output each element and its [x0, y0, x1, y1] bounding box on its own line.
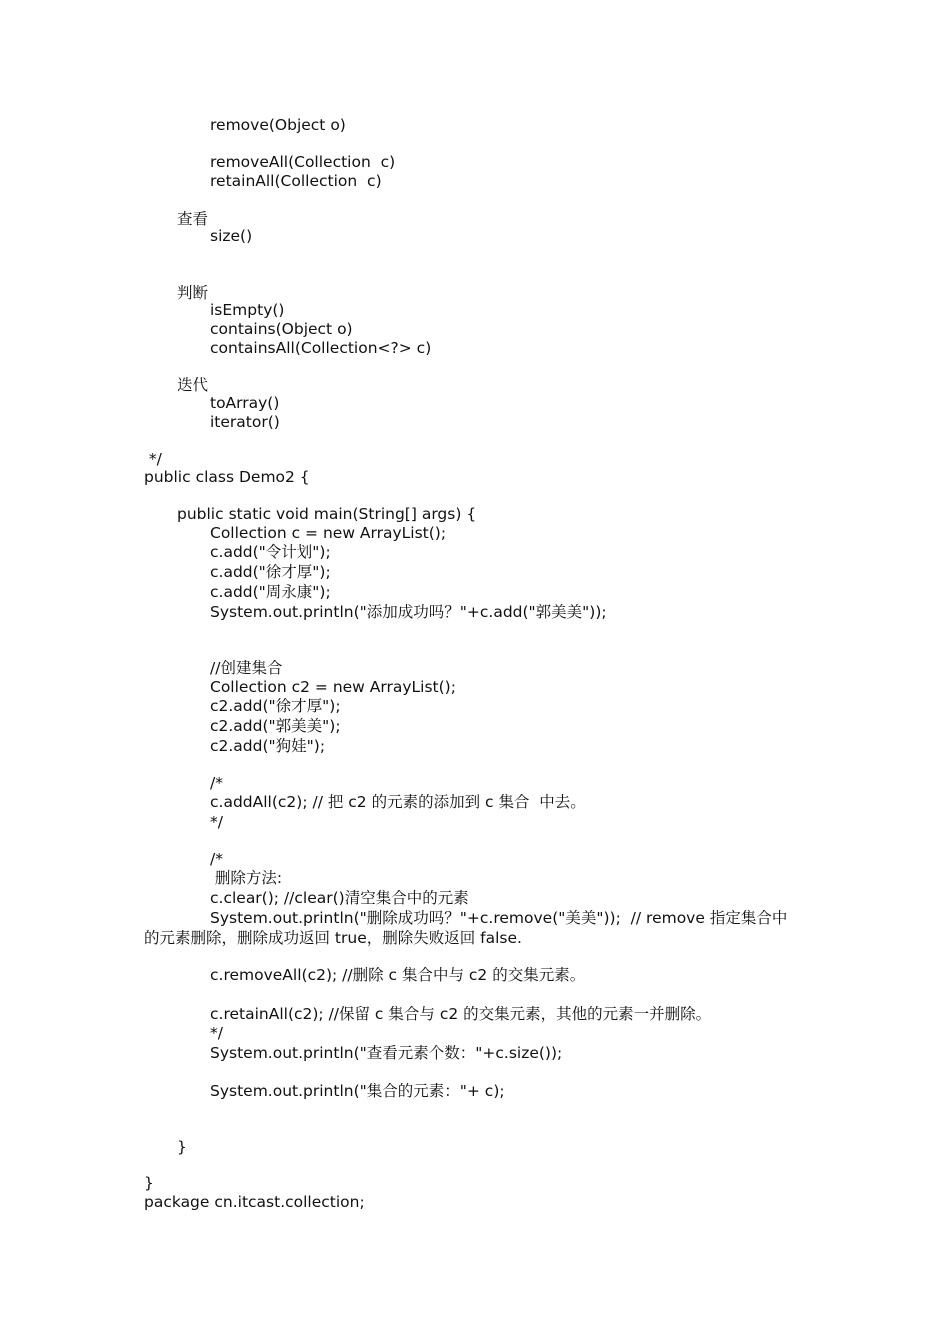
code-line: System.out.println("添加成功吗？"+c.add("郭美美")); — [210, 603, 607, 621]
code-line: size() — [210, 227, 253, 245]
code-comment: /* — [210, 850, 223, 868]
code-line: c.add("徐才厚"); — [210, 563, 331, 581]
code-line: c.add("周永康"); — [210, 583, 331, 601]
code-line: System.out.println("集合的元素："+ c); — [210, 1082, 505, 1100]
code-line: c2.add("狗娃"); — [210, 737, 326, 755]
code-line: isEmpty() — [210, 301, 285, 319]
code-line: } — [144, 1174, 154, 1192]
code-line: package cn.itcast.collection; — [144, 1193, 365, 1211]
code-comment: c.removeAll(c2); //删除 c 集合中与 c2 的交集元素。 — [210, 966, 586, 984]
code-line: public class Demo2 { — [144, 468, 310, 486]
code-comment: c.clear(); //clear()清空集合中的元素 — [210, 889, 469, 907]
code-line: contains(Object o) — [210, 320, 353, 338]
code-comment: //创建集合 — [210, 659, 283, 677]
code-line: System.out.println("查看元素个数："+c.size()); — [210, 1044, 563, 1062]
code-line: c.add("令计划"); — [210, 543, 331, 561]
code-comment: 的元素删除，删除成功返回 true，删除失败返回 false. — [144, 929, 522, 947]
code-line: } — [177, 1138, 187, 1156]
code-line: Collection c = new ArrayList(); — [210, 524, 447, 542]
code-comment: System.out.println("删除成功吗？"+c.remove("美美")); // remove 指定集合中 — [210, 909, 788, 927]
code-line: containsAll(Collection<?> c) — [210, 339, 432, 357]
code-comment: 删除方法: — [210, 869, 283, 887]
code-line: Collection c2 = new ArrayList(); — [210, 678, 456, 696]
code-line: */ — [144, 450, 162, 468]
section-heading: 迭代 — [177, 376, 209, 394]
section-heading: 查看 — [177, 210, 209, 228]
code-comment: c.addAll(c2); // 把 c2 的元素的添加到 c 集合 中去。 — [210, 793, 586, 811]
code-comment: c.retainAll(c2); //保留 c 集合与 c2 的交集元素，其他的元素一并删除。 — [210, 1005, 712, 1023]
code-line: retainAll(Collection c) — [210, 172, 382, 190]
code-comment: /* — [210, 774, 223, 792]
code-line: public static void main(String[] args) { — [177, 505, 477, 523]
code-line: c2.add("郭美美"); — [210, 717, 341, 735]
code-line: toArray() — [210, 394, 280, 412]
code-line: remove(Object o) — [210, 116, 346, 134]
code-comment: */ — [210, 1024, 223, 1042]
code-line: removeAll(Collection c) — [210, 153, 396, 171]
code-line: iterator() — [210, 413, 280, 431]
code-line: c2.add("徐才厚"); — [210, 697, 341, 715]
section-heading: 判断 — [177, 284, 209, 302]
code-comment: */ — [210, 813, 223, 831]
